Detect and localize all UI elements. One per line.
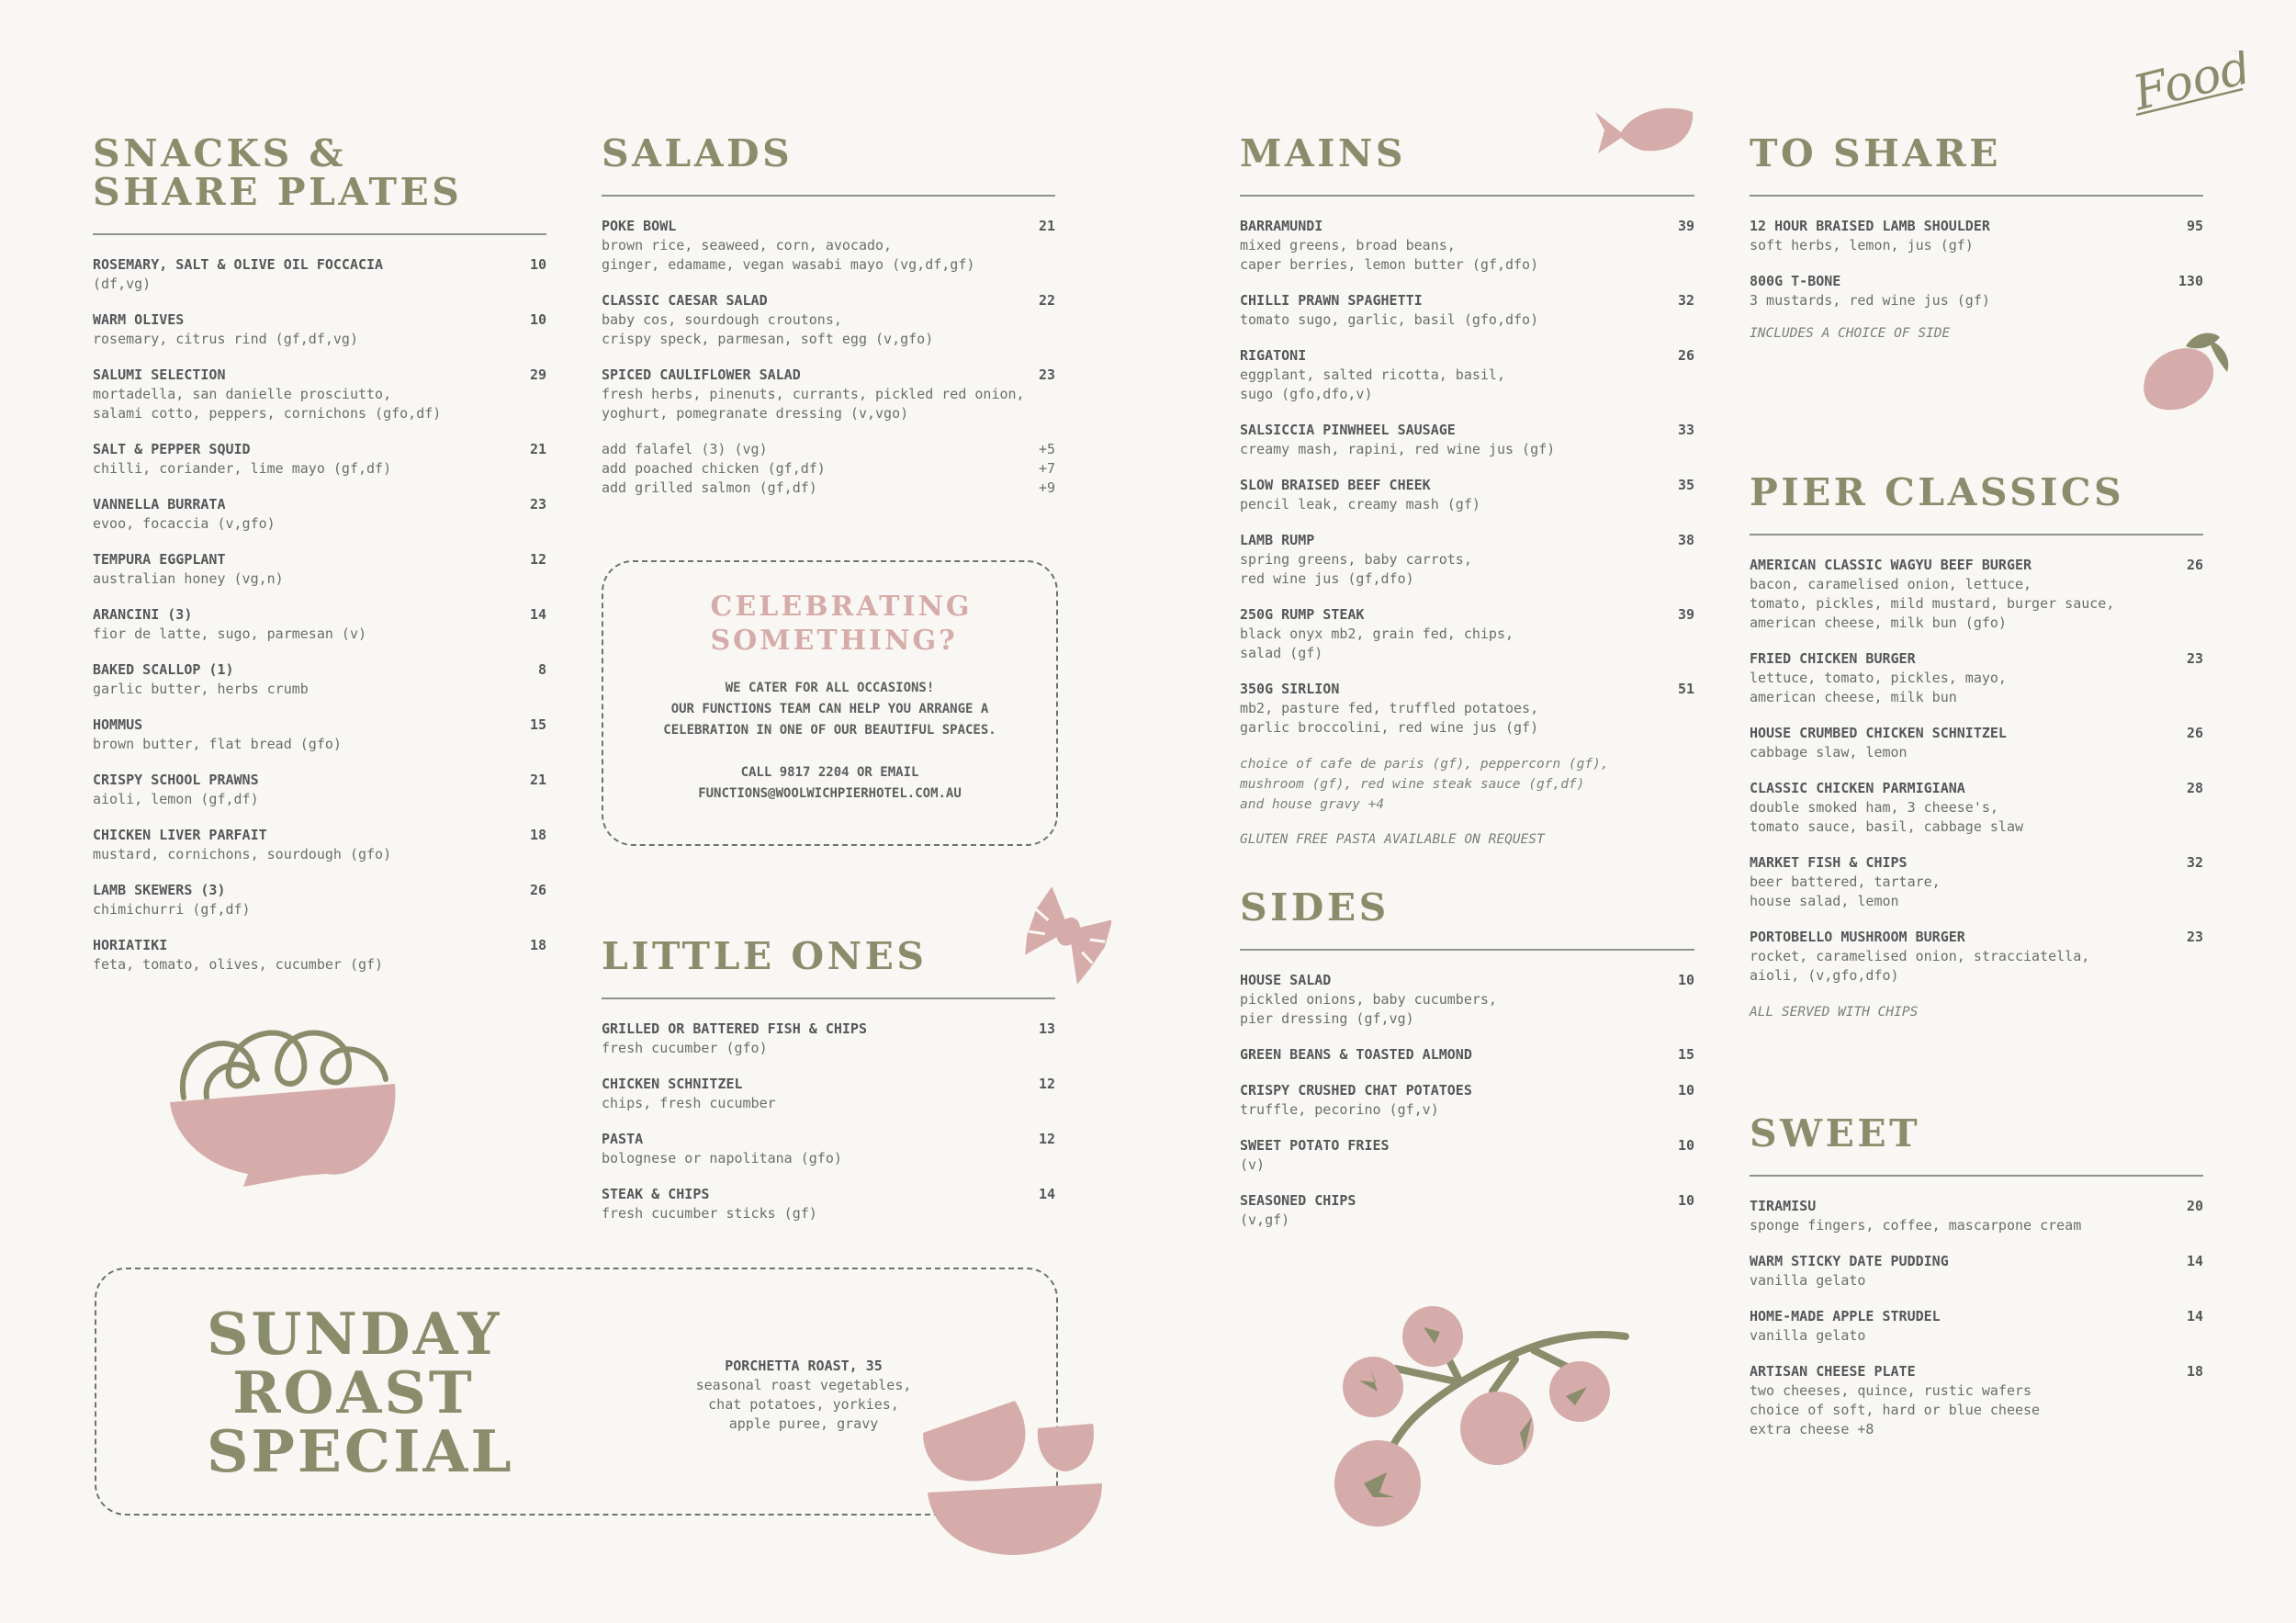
menu-item-price: 10 bbox=[1677, 1082, 1694, 1099]
salads-list bbox=[602, 217, 1055, 423]
to-share-heading: TO SHARE bbox=[1750, 131, 2001, 175]
celebrating-body: WE CATER FOR ALL OCCASIONS! OUR FUNCTIONS TEAM CAN HELP YOU ARRANGE A CELEBRATION IN ONE OF OUR BEAUTIFUL SPACES. bbox=[663, 681, 996, 738]
menu-item-name: HOMMUS bbox=[93, 716, 143, 733]
menu-item-name: FRIED CHICKEN BURGER bbox=[1750, 650, 1916, 667]
menu-item-name: LAMB RUMP bbox=[1240, 532, 1315, 548]
menu-item-description: vanilla gelato bbox=[1750, 1327, 1866, 1344]
menu-item bbox=[1240, 971, 1694, 1029]
menu-item-price: 130 bbox=[2178, 273, 2203, 289]
tomato-vine-icon bbox=[1322, 1300, 1635, 1529]
menu-item-name: HOUSE SALAD bbox=[1240, 972, 1332, 988]
menu-item-price: 26 bbox=[529, 882, 546, 898]
menu-item-price: 14 bbox=[1038, 1186, 1055, 1202]
menu-item bbox=[1750, 853, 2203, 911]
menu-item-price: 18 bbox=[529, 827, 546, 843]
pier-classics-note: ALL SERVED WITH CHIPS bbox=[1750, 1005, 1919, 1020]
menu-item-description: eggplant, salted ricotta, basil, sugo (gfo,dfo,v) bbox=[1240, 366, 1505, 402]
snacks-section bbox=[93, 131, 546, 991]
sunday-roast-item: PORCHETTA ROAST, 35 bbox=[725, 1358, 883, 1374]
menu-item-description: chimichurri (gf,df) bbox=[93, 901, 251, 918]
to-share-note: INCLUDES A CHOICE OF SIDE bbox=[1750, 326, 1951, 341]
salads-section bbox=[602, 131, 1055, 498]
salad-addon-text: add falafel (3) (vg) bbox=[602, 441, 768, 457]
menu-item-name: CRISPY SCHOOL PRAWNS bbox=[93, 772, 259, 788]
lemon-icon bbox=[2135, 326, 2236, 418]
divider bbox=[1240, 195, 1694, 197]
menu-item-price: 32 bbox=[1677, 292, 1694, 309]
menu-item-name: 250G RUMP STEAK bbox=[1240, 606, 1365, 623]
menu-item-description: spring greens, baby carrots, red wine jus (gf,dfo) bbox=[1240, 551, 1472, 587]
menu-item-name: TIRAMISU bbox=[1750, 1198, 1817, 1214]
menu-item bbox=[1240, 421, 1694, 459]
menu-item-description: (v) bbox=[1240, 1156, 1266, 1173]
menu-item-description: pencil leak, creamy mash (gf) bbox=[1240, 496, 1480, 513]
menu-item-name: SWEET POTATO FRIES bbox=[1240, 1137, 1390, 1154]
menu-item bbox=[1240, 1081, 1694, 1120]
menu-item-name: ARANCINI (3) bbox=[93, 606, 193, 623]
menu-item-name: SEASONED CHIPS bbox=[1240, 1192, 1356, 1209]
menu-item-price: 28 bbox=[2186, 780, 2203, 796]
sides-list bbox=[1240, 971, 1694, 1230]
menu-item-name: MARKET FISH & CHIPS bbox=[1750, 854, 1908, 871]
menu-item-name: VANNELLA BURRATA bbox=[93, 496, 226, 513]
menu-item bbox=[1240, 217, 1694, 275]
menu-item bbox=[93, 440, 546, 479]
svg-text:Food: Food bbox=[2129, 51, 2248, 122]
salad-addon-text: add grilled salmon (gf,df) bbox=[602, 479, 817, 496]
menu-item-name: PASTA bbox=[602, 1131, 644, 1147]
menu-item-price: 35 bbox=[1677, 477, 1694, 493]
salad-addon bbox=[602, 459, 1055, 479]
mains-section bbox=[1240, 131, 1694, 850]
menu-item-price: 29 bbox=[529, 366, 546, 383]
salad-addon bbox=[602, 440, 1055, 459]
menu-item-description: soft herbs, lemon, jus (gf) bbox=[1750, 237, 1974, 254]
menu-item-name: RIGATONI bbox=[1240, 347, 1307, 364]
menu-item-price: 14 bbox=[2186, 1308, 2203, 1324]
menu-item-price: 10 bbox=[1677, 1137, 1694, 1154]
fish-icon bbox=[1593, 103, 1696, 163]
menu-item-description: bolognese or napolitana (gfo) bbox=[602, 1150, 842, 1167]
menu-item-description: fresh herbs, pinenuts, currants, pickled red onion, yoghurt, pomegranate dressing (v,vgo) bbox=[602, 386, 1025, 422]
menu-item-description: baby cos, sourdough croutons, crispy speck, parmesan, soft egg (v,gfo) bbox=[602, 311, 934, 347]
menu-item-description: garlic butter, herbs crumb bbox=[93, 681, 309, 697]
to-share-list bbox=[1750, 217, 2203, 310]
menu-item-price: 26 bbox=[2186, 725, 2203, 741]
menu-item-price: 10 bbox=[1677, 972, 1694, 988]
menu-item-price: 33 bbox=[1677, 422, 1694, 438]
menu-item bbox=[1750, 1252, 2203, 1291]
menu-item-description: (v,gf) bbox=[1240, 1212, 1290, 1228]
menu-item-name: SALT & PEPPER SQUID bbox=[93, 441, 251, 457]
menu-item-name: CLASSIC CAESAR SALAD bbox=[602, 292, 768, 309]
mains-gluten-note: GLUTEN FREE PASTA AVAILABLE ON REQUEST bbox=[1240, 832, 1545, 847]
salads-heading: SALADS bbox=[602, 131, 793, 175]
menu-item-description: fior de latte, sugo, parmesan (v) bbox=[93, 626, 367, 642]
menu-item bbox=[602, 366, 1055, 423]
sunday-roast-title: SUNDAY ROAST SPECIAL bbox=[207, 1300, 514, 1485]
menu-item-description: tomato sugo, garlic, basil (gfo,dfo) bbox=[1240, 311, 1539, 328]
pier-classics-section bbox=[1750, 470, 2203, 1022]
menu-item-price: 95 bbox=[2186, 218, 2203, 234]
menu-item-name: CRISPY CRUSHED CHAT POTATOES bbox=[1240, 1082, 1472, 1099]
menu-item-name: SLOW BRAISED BEEF CHEEK bbox=[1240, 477, 1431, 493]
menu-item-price: 15 bbox=[1677, 1046, 1694, 1063]
sweet-section bbox=[1750, 1111, 2203, 1456]
menu-item-description: beer battered, tartare, house salad, lemon bbox=[1750, 873, 1941, 909]
divider bbox=[93, 233, 546, 235]
menu-item-price: 12 bbox=[1038, 1076, 1055, 1092]
menu-item-name: CHILLI PRAWN SPAGHETTI bbox=[1240, 292, 1423, 309]
menu-item-price: 39 bbox=[1677, 218, 1694, 234]
menu-item-name: POKE BOWL bbox=[602, 218, 677, 234]
menu-item bbox=[1240, 1136, 1694, 1175]
menu-item bbox=[93, 310, 546, 349]
menu-item-price: 21 bbox=[529, 441, 546, 457]
divider bbox=[602, 997, 1055, 999]
menu-item-price: 21 bbox=[1038, 218, 1055, 234]
menu-item-price: 18 bbox=[529, 937, 546, 953]
menu-item bbox=[1750, 779, 2203, 837]
mains-list bbox=[1240, 217, 1694, 738]
menu-item-name: SALSICCIA PINWHEEL SAUSAGE bbox=[1240, 422, 1456, 438]
menu-item-description: mixed greens, broad beans, caper berries, lemon butter (gf,dfo) bbox=[1240, 237, 1539, 273]
menu-item bbox=[602, 1075, 1055, 1113]
pier-classics-heading: PIER CLASSICS bbox=[1750, 470, 2125, 514]
menu-item bbox=[1240, 476, 1694, 514]
menu-item-name: CHICKEN SCHNITZEL bbox=[602, 1076, 743, 1092]
menu-item bbox=[93, 605, 546, 644]
menu-item bbox=[1750, 217, 2203, 255]
menu-item bbox=[93, 366, 546, 423]
menu-item-price: 23 bbox=[1038, 366, 1055, 383]
sides-section bbox=[1240, 885, 1694, 1246]
menu-item-description: fresh cucumber (gfo) bbox=[602, 1040, 768, 1056]
to-share-section bbox=[1750, 131, 2203, 344]
bowls-icon bbox=[918, 1392, 1111, 1557]
celebrating-contact: CALL 9817 2204 OR EMAIL FUNCTIONS@WOOLWICHPIERHOTEL.COM.AU bbox=[698, 765, 962, 801]
menu-item-description: sponge fingers, coffee, mascarpone cream bbox=[1750, 1217, 2082, 1234]
menu-item-description: aioli, lemon (gf,df) bbox=[93, 791, 259, 807]
menu-item-description: fresh cucumber sticks (gf) bbox=[602, 1205, 817, 1222]
menu-item bbox=[1750, 1307, 2203, 1346]
menu-item-description: two cheeses, quince, rustic wafers choice of soft, hard or blue cheese extra cheese +8 bbox=[1750, 1382, 2041, 1437]
menu-item-description: mustard, cornichons, sourdough (gfo) bbox=[93, 846, 392, 862]
salads-addons bbox=[602, 440, 1055, 498]
mains-heading: MAINS bbox=[1240, 131, 1406, 175]
food-logo bbox=[2129, 51, 2248, 124]
menu-item bbox=[93, 716, 546, 754]
menu-item-name: AMERICAN CLASSIC WAGYU BEEF BURGER bbox=[1750, 557, 2032, 573]
menu-item-price: 23 bbox=[2186, 650, 2203, 667]
menu-item bbox=[602, 217, 1055, 275]
sunday-roast-desc: seasonal roast vegetables, chat potatoes, yorkies, apple puree, gravy bbox=[695, 1377, 912, 1432]
menu-item-price: 23 bbox=[529, 496, 546, 513]
divider bbox=[1750, 195, 2203, 197]
menu-item bbox=[93, 550, 546, 589]
menu-item-price: 10 bbox=[1677, 1192, 1694, 1209]
menu-item-name: BAKED SCALLOP (1) bbox=[93, 661, 234, 678]
menu-item-description: bacon, caramelised onion, lettuce, tomato, pickles, mild mustard, burger sauce, american cheese, milk bun (gfo) bbox=[1750, 576, 2115, 631]
menu-item-description: cabbage slaw, lemon bbox=[1750, 744, 1908, 761]
divider bbox=[1750, 534, 2203, 535]
little-ones-list bbox=[602, 1020, 1055, 1223]
menu-item-name: CLASSIC CHICKEN PARMIGIANA bbox=[1750, 780, 1965, 796]
menu-item-price: 12 bbox=[529, 551, 546, 568]
menu-item-description: black onyx mb2, grain fed, chips, salad (gf) bbox=[1240, 626, 1514, 661]
menu-item-name: BARRAMUNDI bbox=[1240, 218, 1323, 234]
menu-item-price: 12 bbox=[1038, 1131, 1055, 1147]
menu-item bbox=[602, 1020, 1055, 1058]
menu-item-price: 21 bbox=[529, 772, 546, 788]
menu-item bbox=[93, 881, 546, 919]
menu-item-description: 3 mustards, red wine jus (gf) bbox=[1750, 292, 1990, 309]
snacks-list bbox=[93, 255, 546, 975]
menu-item-price: 10 bbox=[529, 256, 546, 273]
menu-item-name: PORTOBELLO MUSHROOM BURGER bbox=[1750, 929, 1965, 945]
menu-item-price: 38 bbox=[1677, 532, 1694, 548]
salad-addon-price: +9 bbox=[1038, 479, 1055, 496]
menu-item-price: 39 bbox=[1677, 606, 1694, 623]
menu-item-description: vanilla gelato bbox=[1750, 1272, 1866, 1289]
menu-item-name: STEAK & CHIPS bbox=[602, 1186, 710, 1202]
menu-item-description: (df,vg) bbox=[93, 276, 152, 292]
menu-item bbox=[1240, 346, 1694, 404]
menu-item-price: 20 bbox=[2186, 1198, 2203, 1214]
divider bbox=[602, 195, 1055, 197]
menu-item-price: 13 bbox=[1038, 1020, 1055, 1037]
menu-item bbox=[1240, 531, 1694, 589]
menu-item bbox=[602, 291, 1055, 349]
menu-item-description: mb2, pasture fed, truffled potatoes, garlic broccolini, red wine jus (gf) bbox=[1240, 700, 1539, 736]
divider bbox=[1240, 949, 1694, 951]
sides-heading: SIDES bbox=[1240, 885, 1390, 930]
menu-item-description: feta, tomato, olives, cucumber (gf) bbox=[93, 956, 384, 973]
menu-item-description: chips, fresh cucumber bbox=[602, 1095, 776, 1111]
menu-item-name: 800G T-BONE bbox=[1750, 273, 1841, 289]
menu-item-price: 14 bbox=[529, 606, 546, 623]
menu-item bbox=[93, 771, 546, 809]
menu-item-name: WARM STICKY DATE PUDDING bbox=[1750, 1253, 1949, 1269]
noodle-bowl-icon bbox=[165, 1010, 404, 1194]
pier-classics-list bbox=[1750, 556, 2203, 986]
menu-item bbox=[1750, 556, 2203, 633]
menu-item-name: TEMPURA EGGPLANT bbox=[93, 551, 226, 568]
menu-item-description: australian honey (vg,n) bbox=[93, 570, 284, 587]
menu-item bbox=[1750, 649, 2203, 707]
menu-item bbox=[1750, 272, 2203, 310]
menu-item-name: HOUSE CRUMBED CHICKEN SCHNITZEL bbox=[1750, 725, 2007, 741]
menu-item bbox=[1240, 1191, 1694, 1230]
menu-item-description: rosemary, citrus rind (gf,df,vg) bbox=[93, 331, 358, 347]
menu-item-price: 32 bbox=[2186, 854, 2203, 871]
menu-item-name: HORIATIKI bbox=[93, 937, 168, 953]
salad-addon-text: add poached chicken (gf,df) bbox=[602, 460, 826, 477]
sweet-heading: SWEET bbox=[1750, 1111, 1921, 1155]
salad-addon bbox=[602, 479, 1055, 498]
celebrating-title: CELEBRATING SOMETHING? bbox=[710, 591, 973, 657]
menu-item-description: creamy mash, rapini, red wine jus (gf) bbox=[1240, 441, 1556, 457]
menu-item-description: pickled onions, baby cucumbers, pier dressing (gf,vg) bbox=[1240, 991, 1497, 1027]
mains-note: choice of cafe de paris (gf), peppercorn (gf), mushroom (gf), red wine steak sauce (gf,df) and house gravy +4 bbox=[1240, 757, 1609, 812]
menu-item-description: mortadella, san danielle prosciutto, salami cotto, peppers, cornichons (gfo,df) bbox=[93, 386, 442, 422]
menu-item-price: 22 bbox=[1038, 292, 1055, 309]
menu-item-price: 23 bbox=[2186, 929, 2203, 945]
menu-item bbox=[93, 826, 546, 864]
sunday-roast-detail bbox=[684, 1357, 923, 1434]
menu-item bbox=[1240, 291, 1694, 330]
menu-item-description: truffle, pecorino (gf,v) bbox=[1240, 1101, 1439, 1118]
menu-item-description: evoo, focaccia (v,gfo) bbox=[93, 515, 276, 532]
celebrating-box bbox=[602, 560, 1058, 846]
menu-item-description: double smoked ham, 3 cheese's, tomato sauce, basil, cabbage slaw bbox=[1750, 799, 2024, 835]
menu-item-name: HOME-MADE APPLE STRUDEL bbox=[1750, 1308, 1941, 1324]
snacks-heading: SNACKS & SHARE PLATES bbox=[93, 131, 463, 214]
menu-item-name: SPICED CAULIFLOWER SALAD bbox=[602, 366, 801, 383]
menu-item-name: 12 HOUR BRAISED LAMB SHOULDER bbox=[1750, 218, 1990, 234]
little-ones-section bbox=[602, 934, 1055, 1240]
menu-item bbox=[1240, 680, 1694, 738]
menu-item-name: GRILLED OR BATTERED FISH & CHIPS bbox=[602, 1020, 867, 1037]
menu-item-price: 14 bbox=[2186, 1253, 2203, 1269]
menu-item-name: ARTISAN CHEESE PLATE bbox=[1750, 1363, 1916, 1380]
divider bbox=[1750, 1175, 2203, 1177]
menu-item-name: SALUMI SELECTION bbox=[93, 366, 226, 383]
menu-item bbox=[1750, 928, 2203, 986]
little-ones-heading: LITTLE ONES bbox=[602, 934, 928, 978]
menu-item-description: chilli, coriander, lime mayo (gf,df) bbox=[93, 460, 392, 477]
menu-item bbox=[1750, 724, 2203, 762]
menu-item-name: ROSEMARY, SALT & OLIVE OIL FOCCACIA bbox=[93, 256, 384, 273]
menu-item-description: brown butter, flat bread (gfo) bbox=[93, 736, 342, 752]
menu-item-price: 10 bbox=[529, 311, 546, 328]
menu-item-price: 26 bbox=[2186, 557, 2203, 573]
menu-item-price: 51 bbox=[1677, 681, 1694, 697]
menu-item bbox=[1240, 605, 1694, 663]
menu-item-description: rocket, caramelised onion, stracciatella, aioli, (v,gfo,dfo) bbox=[1750, 948, 2090, 984]
menu-item bbox=[1240, 1045, 1694, 1065]
menu-item-name: LAMB SKEWERS (3) bbox=[93, 882, 226, 898]
menu-item bbox=[602, 1185, 1055, 1223]
menu-item-description: lettuce, tomato, pickles, mayo, american cheese, milk bun bbox=[1750, 670, 2007, 705]
menu-item-name: GREEN BEANS & TOASTED ALMOND bbox=[1240, 1046, 1472, 1063]
menu-item bbox=[93, 936, 546, 975]
menu-item-price: 26 bbox=[1677, 347, 1694, 364]
menu-item bbox=[93, 660, 546, 699]
menu-item bbox=[1750, 1197, 2203, 1235]
salad-addon-price: +7 bbox=[1038, 460, 1055, 477]
menu-item bbox=[602, 1130, 1055, 1168]
menu-item-name: CHICKEN LIVER PARFAIT bbox=[93, 827, 267, 843]
menu-item-name: WARM OLIVES bbox=[93, 311, 185, 328]
sweet-list bbox=[1750, 1197, 2203, 1439]
menu-item-name: 350G SIRLION bbox=[1240, 681, 1340, 697]
menu-item-price: 8 bbox=[537, 661, 546, 678]
sunday-roast-box bbox=[95, 1268, 1058, 1516]
menu-item bbox=[1750, 1362, 2203, 1439]
menu-item-price: 18 bbox=[2186, 1363, 2203, 1380]
menu-item-description: brown rice, seaweed, corn, avocado, ginger, edamame, vegan wasabi mayo (vg,df,gf) bbox=[602, 237, 975, 273]
menu-item bbox=[93, 255, 546, 294]
menu-item-price: 15 bbox=[529, 716, 546, 733]
menu-item bbox=[93, 495, 546, 534]
salad-addon-price: +5 bbox=[1038, 441, 1055, 457]
